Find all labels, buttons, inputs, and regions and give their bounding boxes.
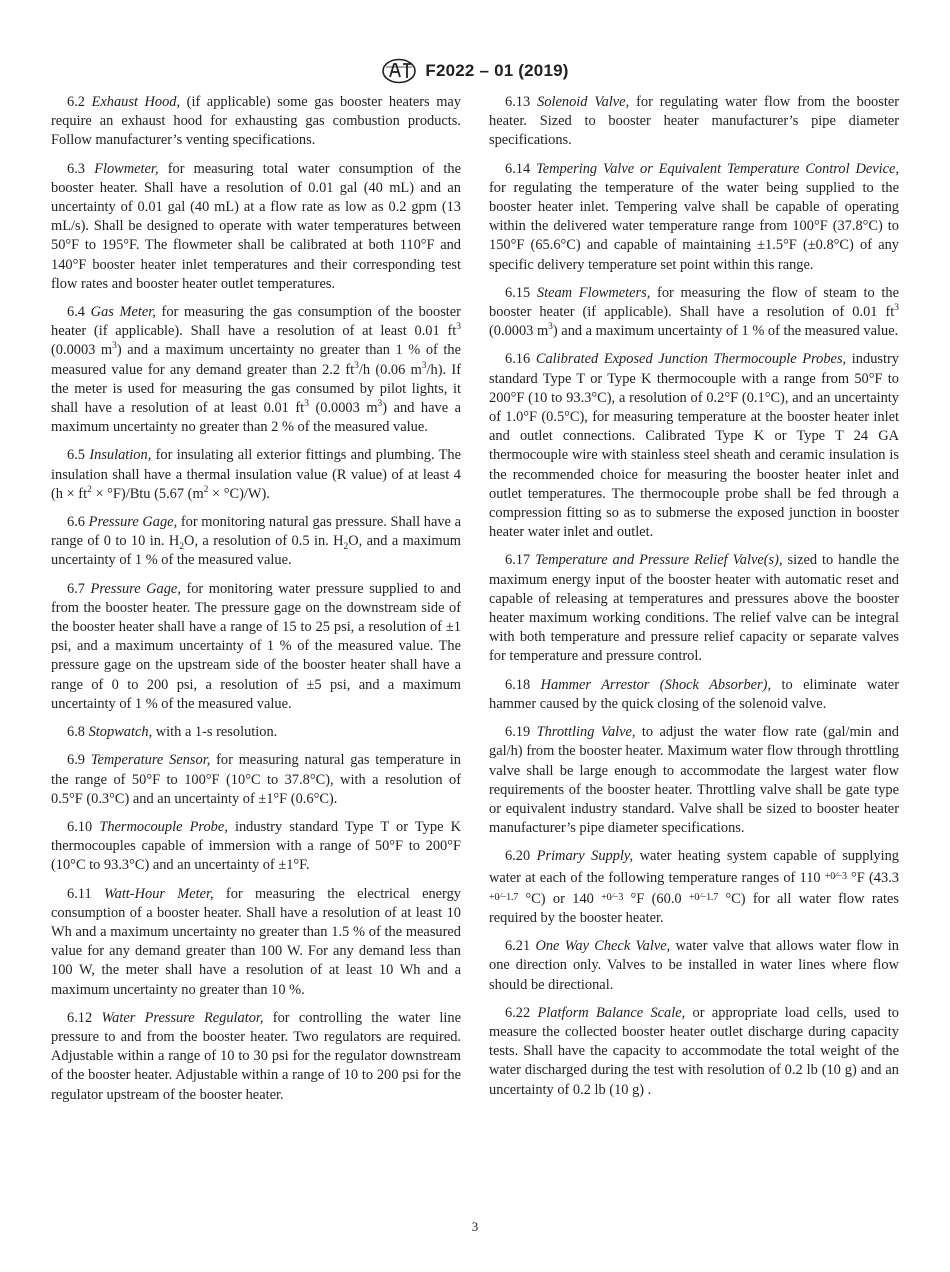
- section-6-11: 6.11 Watt-Hour Meter, for measuring the electrical energy consumption of a booster heater. Shall have a resolution of at least 10 Wh and a maximum uncertainty no greater than 1.5 % of the measured value for any demand greater than 100 W. For any demand less than 100 W, the meter shall have a resolution of at least 10 Wh and a maximum uncertainty no greater than 10 %.: [51, 885, 461, 998]
- section-6-6: 6.6 Pressure Gage, for monitoring natural gas pressure. Shall have a range of 0 to 10 in. $H_2O$, a resolution of 0.5 in. $H_2O$, and a maximum uncertainty of 1 % of the measured value.: [51, 514, 461, 569]
- page-header: [0, 56, 950, 86]
- tolerance: +0⁄−3: [824, 870, 847, 882]
- left-column: [51, 93, 461, 1114]
- section-6-4: 6.4 Gas Meter, for measuring the gas consumption of the booster heater (if applicable). Shall have a resolution of at least 0.01 $ft^3$ (0.0003 $m^3$) and a maximum uncertainty no greater than 1 % of the measured value for any demand greater than 2.2 $ft^3/h$ (0.06 $m^3/h$). If the meter is used for measuring the gas consumed by pilot lights, it shall have a resolution of at least 0.01 $ft^3$ (0.0003 $m^3$) and have a maximum uncertainty no greater than 2 % of the measured value.: [51, 304, 461, 436]
- page-number: 3: [471, 1219, 479, 1234]
- section-6-20: 6.20 Primary Supply, water heating system capable of supplying water at each of the following temperature ranges of 110 $^{+0⁄-3}$ °F (43.3 $^{+0⁄-1.7}$ °C) or 140 $^{+0⁄-3}$ °F (60.0 $^{+0⁄-1.7}$ °C) for all water flow rates required by the booster heater.: [489, 848, 899, 926]
- section-6-12: 6.12 Water Pressure Regulator, for controlling the water line pressure to and from the booster heater. Two regulators are required. Adjustable within a range of 10 to 30 psi for the regulator downstream of the booster heater. Adjustable within a range of 10 to 200 psi for the regulator upstream of the booster heater.: [51, 1009, 461, 1103]
- section-6-3: 6.3 Flowmeter, for measuring total water consumption of the booster heater. Shall have a resolution of 0.01 gal (40 mL) and an uncertainty of 0.01 gal (40 mL) at a flow rate as low as 0.2 gpm (13 mL/s). Shall be designed to operate with water temperatures between 50°F to 195°F. The flowmeter shall be calibrated at both 110°F and 140°F booster heater inlet temperatures and their corresponding test flow rates and booster heater outlet temperatures.: [51, 160, 461, 292]
- section-6-14: 6.14 Tempering Valve or Equivalent Temperature Control Device, for regulating the temperature of the water being supplied to the booster heater inlet. Tempering valve shall be capable of operating within the delivered water temperature range from 100°F (37.8°C) to 150°F (65.6°C) and capable of maintaining ±1.5°F (±0.8°C) of any specific delivery temperature set point within this range.: [489, 160, 899, 273]
- section-6-18: 6.18 Hammer Arrestor (Shock Absorber), to eliminate water hammer caused by the quick closing of the solenoid valve.: [489, 676, 899, 712]
- section-6-17: 6.17 Temperature and Pressure Relief Valve(s), sized to handle the maximum energy input of the booster heater with automatic reset and capable of releasing at temperatures and pressures above the booster heater maximum working conditions. The relief valve can be integral with both temperature and pressure relief capacity or separate valves for temperature and pressure control.: [489, 552, 899, 665]
- section-6-21: 6.21 One Way Check Valve, water valve that allows water flow in one direction only. Valves to be installed in water lines where flow should be directional.: [489, 938, 899, 993]
- tolerance: +0⁄−1.7: [489, 891, 519, 903]
- astm-logo-icon: [381, 58, 417, 84]
- document-designation: F2022 – 01 (2019): [425, 61, 569, 80]
- tolerance: +0⁄−1.7: [688, 891, 719, 903]
- section-6-8: 6.8 Stopwatch, with a 1-s resolution.: [67, 724, 278, 741]
- section-6-10: 6.10 Thermocouple Probe, industry standard Type T or Type K thermocouples capable of immersion with a range of 50°F to 200°F (10°C to 93.3°C) and an uncertainty of ±1°F.: [51, 818, 461, 874]
- section-6-16: 6.16 Calibrated Exposed Junction Thermocouple Probes, industry standard Type T or Type K thermocouple with a range from 50°F to 200°F (10 to 93.3°C), a resolution of 0.2°F (0.1°C), and an uncertainty of 1.0°F (0.5°C), for measuring temperature at the booster heater inlet and outlet connections. Calibrated Type K or Type T 24 GA thermocouple wire with stainless steel sheath and ceramic insulation is the recommended choice for measuring the booster heater inlet and outlet temperatures. The thermocouple probe shall be fed through a compression fitting so as to submerse the exposed junction in booster heater water inlet and outlet.: [489, 351, 899, 541]
- section-6-9: 6.9 Temperature Sensor, for measuring natural gas temperature in the range of 50°F to 100°F (10°C to 37.8°C), with a resolution of 0.5°F (0.3°C) and an uncertainty of ±1°F (0.6°C).: [51, 752, 461, 807]
- section-6-7: 6.7 Pressure Gage, for monitoring water pressure supplied to and from the booster heater. The pressure gage on the downstream side of the booster heater shall have a range of 15 to 25 psi, a resolution of ±1 psi, and a maximum uncertainty of 1 % of the measured value. The pressure gage on the upstream side of the booster heater shall have a range of 0 to 200 psi, a resolution of ±5 psi, and a maximum uncertainty of 1 % of the measured value.: [51, 580, 461, 712]
- section-6-13: 6.13 Solenoid Valve, for regulating water flow from the booster heater. Sized to booster heater manufacturer’s pipe diameter specifications.: [489, 94, 900, 149]
- section-6-15: 6.15 Steam Flowmeters, for measuring the flow of steam to the booster heater (if applicable). Shall have a resolution of 0.01 $ft^3$ (0.0003 $m^3$) and a maximum uncertainty of 1 % of the measured value.: [489, 284, 899, 340]
- section-6-22: 6.22 Platform Balance Scale, or appropriate load cells, used to measure the collected booster heater outlet discharge during capacity tests. Shall have the capacity to accommodate the total weight of the water discharged during the test with resolution of 0.2 lb (10 g) and an uncertainty of 0.2 lb (10 g) .: [489, 1004, 899, 1098]
- section-6-19: 6.19 Throttling Valve, to adjust the water flow rate (gal/min and gal/h) from the booster heater. Maximum water flow through throttling valve shall be large enough to accommodate the largest water flow requirements of the booster heater. Throttling valve shall be gate type or equivalent industry standard. Valve shall be sized to booster heater manufacturer’s pipe diameter specifications.: [489, 724, 899, 837]
- tolerance: +0⁄−3: [601, 891, 624, 903]
- right-column: [489, 93, 899, 1109]
- section-6-2: 6.2 Exhaust Hood, (if applicable) some gas booster heaters may require an exhaust hood for exhausting gas combustion products. Follow manufacturer’s venting specifications.: [51, 94, 461, 149]
- section-6-5: 6.5 Insulation, for insulating all exterior fittings and plumbing. The insulation shall have a thermal insulation value (R value) of at least 4 $(h \times ft^2 \times ^\circ F)/Btu$ (5.67 $(m^2 \times ^\circ C)/W$).: [51, 447, 461, 502]
